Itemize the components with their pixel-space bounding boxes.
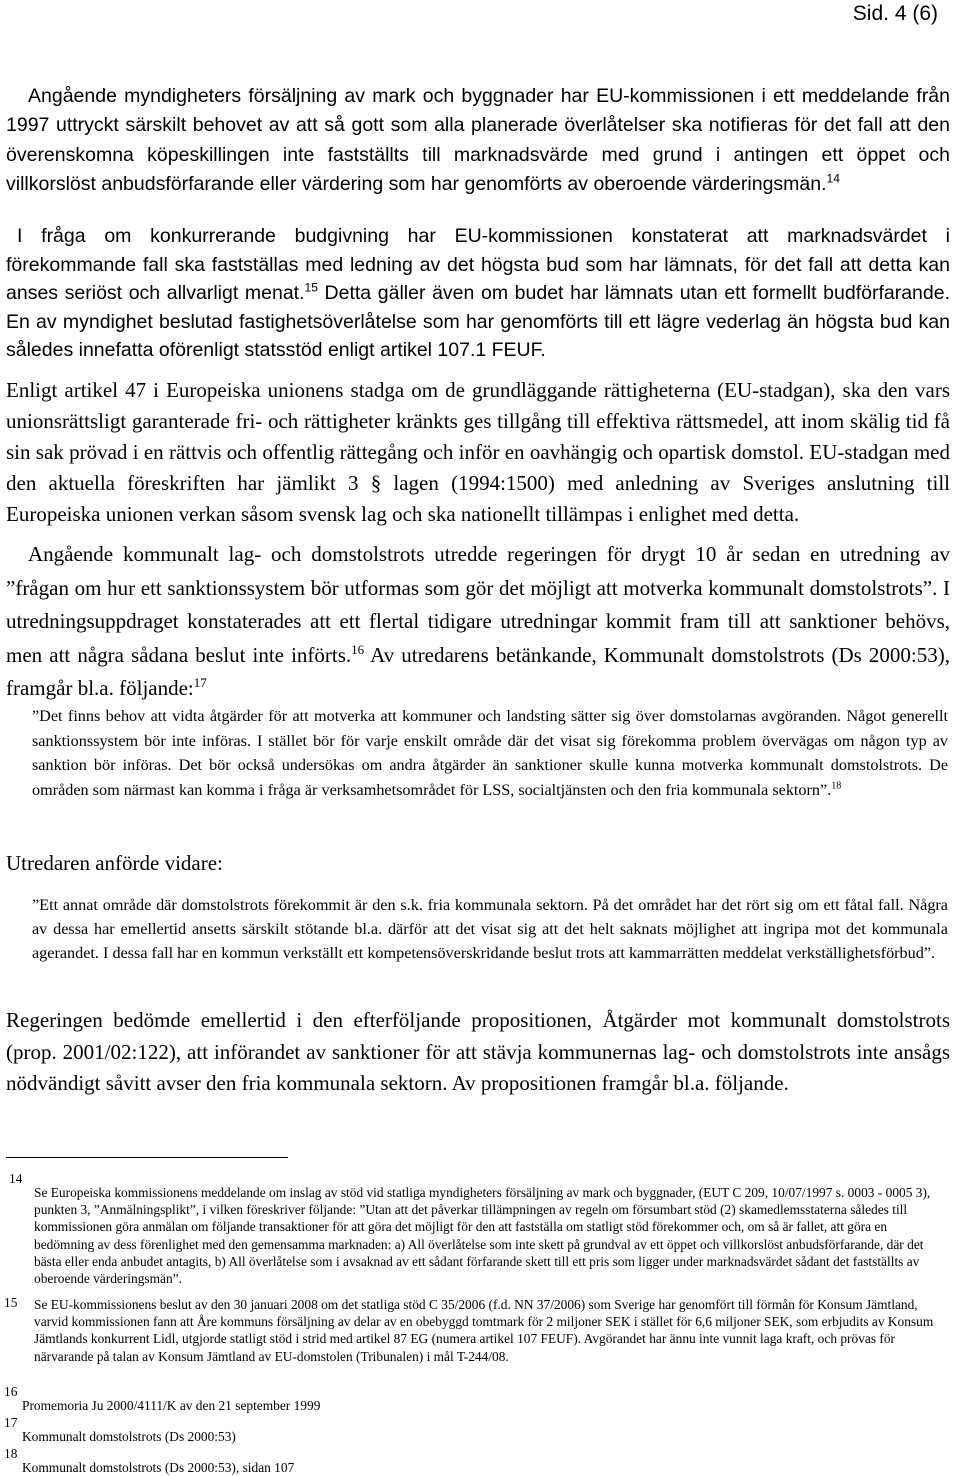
paragraph-municipal-contempt bbox=[6, 538, 950, 706]
footnote-17: Kommunalt domstolstrots (Ds 2000:53) bbox=[22, 1429, 236, 1444]
paragraph-text: Av utredarens betänkande, Kommunalt domstolstrots (Ds 2000:53), framgår bl.a. följande: bbox=[6, 642, 950, 700]
paragraph-competitive-bidding bbox=[6, 222, 950, 365]
paragraph-sale-of-land bbox=[6, 82, 950, 199]
page-number: Sid. 4 (6) bbox=[852, 2, 938, 25]
footnote-number: 17 bbox=[4, 1415, 18, 1430]
quote-text: ”Det finns behov att vidta åtgärder för att motverka att kommuner och landsting sätter sig över domstolarnas avgöranden. Något generellt sanktionssystem bör inte införas. I stället bör för varje enskilt område där det visat sig förekomma problem övervägas om någon typ av sanktion bör införas. Det bör också undersökas om andra åtgärder än sanktioner skulle kunna motverka kommunalt domstolstrots. De områden som närmast kan komma i fråga är verksamhetsområdet för LSS, socialtjänsten och den fria kommunala sektorn”. bbox=[32, 707, 948, 799]
paragraph-text: Angående myndigheters försäljning av mark och byggnader har EU-kommissionen i ett meddelande från 1997 uttryckt särskilt behovet av att så gott som alla planerade överlåtelser ska notifieras för det fall att den överenskomna köpeskillingen inte fastställts till marknadsvärde med grund i antingen ett öppet och villkorslöst anbudsförfarande eller värdering som har genomförts av oberoende värderingsmän. bbox=[6, 85, 950, 195]
block-quote-investigator: ”Ett annat område där domstolstrots förekommit är den s.k. fria kommunala sektorn. På det området har det rört sig om ett fåtal fall. Några av dessa har emellertid ansetts särskilt stötande bl.a. därför att det visat sig att det helt saknats möjlighet att ingripa mot det kommunala agerandet. I dessa fall har en kommun verkställt ett kompetensöverskridande beslut trots att kammarrätten meddelat verkställighetsförbud”. bbox=[32, 896, 948, 962]
footnote-ref-14[interactable]: 14 bbox=[826, 171, 840, 186]
footnote-number: 18 bbox=[4, 1446, 18, 1461]
footnote-number: 14 bbox=[9, 1171, 23, 1186]
paragraph-text: I fråga om konkurrerande budgivning har EU-kommissionen konstaterat att marknadsvärdet i förekommande fall ska fastställas med ledning av det högsta bud som har lämnats, för det fall att detta kan anses seriöst och allvarligt menat. bbox=[6, 225, 950, 304]
paragraph-government-assessment: Regeringen bedömde emellertid i den efterföljande propositionen, Åtgärder mot kommunalt domstolstrots (prop. 2001/02:122), att införandet av sanktioner för att stävja kommunernas lag- och domstolstrots inte ansågs nödvändigt såvitt avser den fria kommunala sektorn. Av propositionen framgår bl.a. följande. bbox=[6, 1008, 950, 1095]
footnote-ref-16[interactable]: 16 bbox=[351, 641, 365, 657]
footnote-15: Se EU-kommissionens beslut av den 30 januari 2008 om det statliga stöd C 35/2006 (f.d. NN 37/2006) som Sverige har genomfört till förmån för Konsum Jämtland, varvid kommissionen fann att Åre kommuns försäljning av delar av en obebyggd tomtmark för 2 miljoner SEK i stället för 6,6 miljoner SEK, som erbjudits av Konsum Jämtlands konkurrent Lidl, utgjorde statligt stöd i strid med artikel 87 EG (numera artikel 107 FEUF). Avgörandet har ännu inte vunnit laga kraft, och prövas för närvarande på talan av Konsum Jämtland av EU-domstolen (Tribunalen) i mål T-244/08. bbox=[34, 1297, 934, 1364]
footnote-ref-17[interactable]: 17 bbox=[193, 675, 207, 690]
footnote-divider bbox=[6, 1157, 288, 1158]
footnote-number: 16 bbox=[4, 1384, 18, 1399]
footnote-14: Se Europeiska kommissionens meddelande om inslag av stöd vid statliga myndigheters försäljning av mark och byggnader, (EUT C 209, 10/07/1997 s. 0003 - 0005 3), punkten 3, ”Anmälningsplikt”, i vilken föreskriver följande: ”Utan att det påverkar tillämpningen av regeln om försumbart stöd (2) skamedlemsstaterna således till kommissionen göra anmälan om följande transaktioner för att göra det möjligt för den att fastställa om statligt stöd förekommer och, om så är fallet, att göra en bedömning av dess förenlighet med den gemensamma marknaden: a) All överlåtelse som inte skett på grundval av ett öppet och villkorslöst anbudsförfarande, där det bästa eller enda anbudet antagits, b) All överlåtelse som i avsaknad av ett sådant förfarande skett till ett pris som ligger under marknadsvärdet sådant det fastställts av oberoende värderingsmän”. bbox=[34, 1185, 931, 1287]
footnote-16: Promemoria Ju 2000/4111/K av den 21 september 1999 bbox=[22, 1398, 321, 1413]
paragraph-text: Angående kommunalt lag- och domstolstrots utredde regeringen för drygt 10 år sedan en utredning av ”frågan om hur ett sanktionssystem bör utformas som gör det möjligt att motverka kommunalt domstolstrots”. I utredningsuppdraget konstaterades att ett flertal tidigare utredningar kommit fram till att sanktioner behövs, men att några sådana beslut inte införts. bbox=[6, 542, 950, 667]
quote-intro-heading: Utredaren anförde vidare: bbox=[6, 851, 223, 875]
footnote-number: 15 bbox=[4, 1295, 18, 1310]
paragraph-text: Detta gäller även om budet har lämnats utan ett formellt budförfarande. En av myndighet beslutad fastighetsöverlåtelse som har genomförts till ett lägre vederlag än högsta bud kan således innefatta oförenligt statsstöd enligt artikel 107.1 FEUF. bbox=[6, 282, 951, 361]
footnote-ref-18[interactable]: 18 bbox=[831, 780, 842, 792]
block-quote-report bbox=[32, 704, 948, 802]
footnote-ref-15[interactable]: 15 bbox=[304, 280, 318, 295]
paragraph-article-47: Enligt artikel 47 i Europeiska unionens stadga om de grundläggande rättigheterna (EU-stadgan), ska den vars unionsrättsligt garanterade fri- och rättigheter kränkts ges tillgång till effektiva rättsmedel, att inom skälig tid få sin sak prövad i en rättvis och offentlig rättegång och inför en oavhängig och opartisk domstol. EU-stadgan med den aktuella föreskriften har jämlikt 3 § lagen (1994:1500) med anledning av Sveriges anslutning till Europeiska unionen verkan såsom svensk lag och ska nationellt tillämpas i enlighet med detta. bbox=[6, 378, 950, 526]
footnote-18: Kommunalt domstolstrots (Ds 2000:53), sidan 107 bbox=[22, 1460, 295, 1475]
